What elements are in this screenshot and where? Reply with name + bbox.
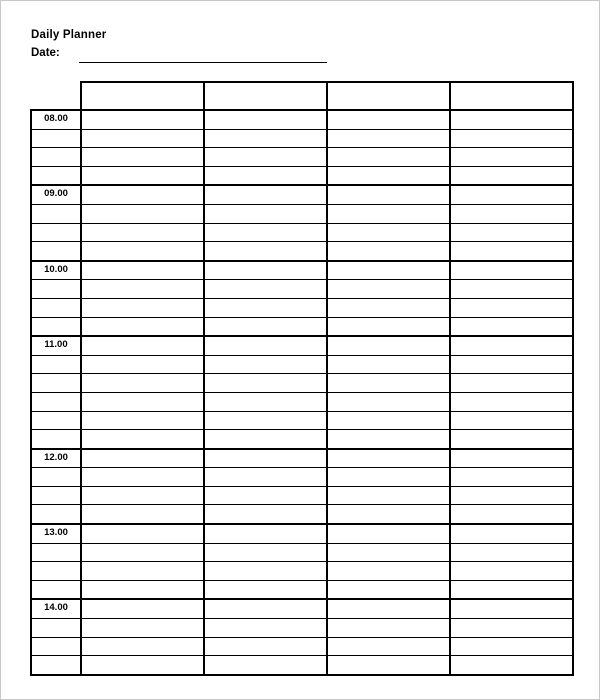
entry-cell[interactable]: [450, 223, 573, 242]
entry-cell[interactable]: [327, 619, 450, 638]
table-row: [31, 524, 573, 543]
entry-cell[interactable]: [327, 449, 450, 468]
time-slot-cell: [31, 580, 81, 599]
time-slot-cell: [31, 392, 81, 411]
table-row: [31, 261, 573, 280]
table-row: [31, 392, 573, 411]
time-slot-cell: [31, 656, 81, 675]
entry-cell[interactable]: [204, 411, 327, 430]
entry-cell[interactable]: [81, 430, 204, 449]
entry-cell[interactable]: [204, 317, 327, 336]
time-slot-cell: [31, 543, 81, 562]
entry-cell[interactable]: [204, 524, 327, 543]
time-slot-cell: [31, 430, 81, 449]
entry-cell[interactable]: [450, 411, 573, 430]
time-slot-cell: [31, 280, 81, 299]
time-slot-cell: [31, 562, 81, 581]
entry-cell[interactable]: [204, 543, 327, 562]
table-row: [31, 637, 573, 656]
entry-cell[interactable]: [327, 562, 450, 581]
entry-cell[interactable]: [81, 374, 204, 393]
entry-cell[interactable]: [81, 242, 204, 261]
entry-cell[interactable]: [327, 204, 450, 223]
entry-cell[interactable]: [204, 449, 327, 468]
time-slot-cell: [31, 223, 81, 242]
time-slot-cell: [31, 355, 81, 374]
entry-cell[interactable]: [450, 637, 573, 656]
entry-cell[interactable]: [81, 543, 204, 562]
entry-cell[interactable]: [204, 562, 327, 581]
entry-cell[interactable]: [327, 524, 450, 543]
table-row: [31, 580, 573, 599]
page-title: Daily Planner: [31, 29, 107, 41]
entry-cell[interactable]: [204, 261, 327, 280]
entry-cell[interactable]: [327, 223, 450, 242]
table-row: [31, 430, 573, 449]
table-row: [31, 505, 573, 524]
entry-cell[interactable]: [204, 505, 327, 524]
entry-cell[interactable]: [450, 599, 573, 618]
entry-cell[interactable]: [204, 242, 327, 261]
column-header-cell[interactable]: [81, 82, 204, 110]
table-row: [31, 449, 573, 468]
time-header-cell: [31, 82, 81, 110]
entry-cell[interactable]: [81, 392, 204, 411]
entry-cell[interactable]: [204, 637, 327, 656]
entry-cell[interactable]: [327, 261, 450, 280]
table-row: [31, 599, 573, 618]
entry-cell[interactable]: [327, 505, 450, 524]
time-slot-cell: [31, 486, 81, 505]
table-row: [31, 166, 573, 185]
entry-cell[interactable]: [81, 223, 204, 242]
entry-cell[interactable]: [204, 280, 327, 299]
table-row: [31, 223, 573, 242]
entry-cell[interactable]: [204, 486, 327, 505]
entry-cell[interactable]: [204, 430, 327, 449]
entry-cell[interactable]: [450, 468, 573, 487]
table-row: [31, 562, 573, 581]
entry-cell[interactable]: [450, 486, 573, 505]
table-row: [31, 486, 573, 505]
time-slot-cell: [31, 637, 81, 656]
entry-cell[interactable]: [450, 185, 573, 204]
entry-cell[interactable]: [327, 656, 450, 675]
header-row: [31, 82, 573, 110]
entry-cell[interactable]: [81, 486, 204, 505]
entry-cell[interactable]: [204, 223, 327, 242]
entry-cell[interactable]: [450, 656, 573, 675]
entry-cell[interactable]: [81, 317, 204, 336]
entry-cell[interactable]: [204, 185, 327, 204]
entry-cell[interactable]: [327, 355, 450, 374]
entry-cell[interactable]: [204, 619, 327, 638]
table-row: [31, 411, 573, 430]
table-row: [31, 619, 573, 638]
entry-cell[interactable]: [450, 543, 573, 562]
time-slot-label: 08.00: [31, 110, 81, 129]
date-label: Date:: [31, 47, 60, 59]
entry-cell[interactable]: [81, 580, 204, 599]
table-row: [31, 543, 573, 562]
entry-cell[interactable]: [327, 430, 450, 449]
entry-cell[interactable]: [81, 599, 204, 618]
entry-cell[interactable]: [81, 185, 204, 204]
entry-cell[interactable]: [327, 317, 450, 336]
time-slot-cell: [31, 619, 81, 638]
time-slot-cell: [31, 148, 81, 167]
time-slot-cell: [31, 468, 81, 487]
time-slot-label: 12.00: [31, 449, 81, 468]
planner-grid: [30, 81, 574, 670]
entry-cell[interactable]: [81, 562, 204, 581]
time-slot-cell: [31, 317, 81, 336]
entry-cell[interactable]: [81, 468, 204, 487]
entry-cell[interactable]: [204, 468, 327, 487]
table-row: [31, 110, 573, 129]
date-field-line[interactable]: [79, 62, 327, 63]
entry-cell[interactable]: [450, 336, 573, 355]
entry-cell[interactable]: [450, 562, 573, 581]
table-row: [31, 336, 573, 355]
table-row: [31, 656, 573, 675]
entry-cell[interactable]: [450, 110, 573, 129]
entry-cell[interactable]: [204, 580, 327, 599]
entry-cell[interactable]: [450, 580, 573, 599]
entry-cell[interactable]: [81, 524, 204, 543]
entry-cell[interactable]: [81, 204, 204, 223]
entry-cell[interactable]: [81, 505, 204, 524]
entry-cell[interactable]: [204, 298, 327, 317]
entry-cell[interactable]: [450, 374, 573, 393]
entry-cell[interactable]: [450, 148, 573, 167]
table-row: [31, 204, 573, 223]
entry-cell[interactable]: [204, 392, 327, 411]
column-header-cell[interactable]: [450, 82, 573, 110]
time-slot-label: 14.00: [31, 599, 81, 618]
time-slot-cell: [31, 374, 81, 393]
entry-cell[interactable]: [450, 166, 573, 185]
entry-cell[interactable]: [327, 468, 450, 487]
entry-cell[interactable]: [81, 411, 204, 430]
entry-cell[interactable]: [450, 392, 573, 411]
entry-cell[interactable]: [81, 129, 204, 148]
entry-cell[interactable]: [327, 298, 450, 317]
table-row: [31, 374, 573, 393]
entry-cell[interactable]: [81, 656, 204, 675]
entry-cell[interactable]: [204, 204, 327, 223]
time-slot-cell: [31, 129, 81, 148]
entry-cell[interactable]: [81, 166, 204, 185]
entry-cell[interactable]: [327, 637, 450, 656]
schedule-table: [30, 81, 574, 676]
entry-cell[interactable]: [204, 166, 327, 185]
entry-cell[interactable]: [327, 374, 450, 393]
entry-cell[interactable]: [450, 204, 573, 223]
time-slot-cell: [31, 411, 81, 430]
entry-cell[interactable]: [81, 261, 204, 280]
entry-cell[interactable]: [327, 242, 450, 261]
entry-cell[interactable]: [327, 580, 450, 599]
time-slot-label: 13.00: [31, 524, 81, 543]
entry-cell[interactable]: [327, 543, 450, 562]
entry-cell[interactable]: [204, 374, 327, 393]
entry-cell[interactable]: [204, 599, 327, 618]
entry-cell[interactable]: [81, 619, 204, 638]
entry-cell[interactable]: [81, 298, 204, 317]
time-slot-label: 10.00: [31, 261, 81, 280]
entry-cell[interactable]: [204, 355, 327, 374]
time-slot-cell: [31, 242, 81, 261]
time-slot-cell: [31, 166, 81, 185]
entry-cell[interactable]: [450, 280, 573, 299]
table-row: [31, 298, 573, 317]
entry-cell[interactable]: [450, 524, 573, 543]
entry-cell[interactable]: [204, 336, 327, 355]
entry-cell[interactable]: [81, 148, 204, 167]
entry-cell[interactable]: [450, 505, 573, 524]
entry-cell[interactable]: [327, 110, 450, 129]
time-slot-label: 11.00: [31, 336, 81, 355]
entry-cell[interactable]: [204, 110, 327, 129]
table-row: [31, 468, 573, 487]
entry-cell[interactable]: [450, 261, 573, 280]
entry-cell[interactable]: [81, 110, 204, 129]
entry-cell[interactable]: [327, 166, 450, 185]
entry-cell[interactable]: [81, 449, 204, 468]
entry-cell[interactable]: [81, 637, 204, 656]
entry-cell[interactable]: [450, 430, 573, 449]
table-row: [31, 242, 573, 261]
entry-cell[interactable]: [450, 619, 573, 638]
table-row: [31, 317, 573, 336]
time-slot-label: 09.00: [31, 185, 81, 204]
entry-cell[interactable]: [450, 242, 573, 261]
entry-cell[interactable]: [327, 185, 450, 204]
entry-cell[interactable]: [81, 355, 204, 374]
entry-cell[interactable]: [204, 129, 327, 148]
entry-cell[interactable]: [450, 449, 573, 468]
entry-cell[interactable]: [450, 355, 573, 374]
entry-cell[interactable]: [450, 129, 573, 148]
time-slot-cell: [31, 204, 81, 223]
entry-cell[interactable]: [204, 148, 327, 167]
entry-cell[interactable]: [327, 411, 450, 430]
table-row: [31, 148, 573, 167]
table-row: [31, 129, 573, 148]
column-header-cell[interactable]: [204, 82, 327, 110]
column-header-cell[interactable]: [327, 82, 450, 110]
entry-cell[interactable]: [450, 317, 573, 336]
entry-cell[interactable]: [81, 280, 204, 299]
entry-cell[interactable]: [327, 599, 450, 618]
entry-cell[interactable]: [327, 392, 450, 411]
entry-cell[interactable]: [327, 148, 450, 167]
table-row: [31, 355, 573, 374]
table-row: [31, 185, 573, 204]
entry-cell[interactable]: [327, 336, 450, 355]
table-row: [31, 280, 573, 299]
time-slot-cell: [31, 505, 81, 524]
entry-cell[interactable]: [327, 129, 450, 148]
entry-cell[interactable]: [81, 336, 204, 355]
time-slot-cell: [31, 298, 81, 317]
entry-cell[interactable]: [204, 656, 327, 675]
entry-cell[interactable]: [327, 280, 450, 299]
entry-cell[interactable]: [450, 298, 573, 317]
entry-cell[interactable]: [327, 486, 450, 505]
